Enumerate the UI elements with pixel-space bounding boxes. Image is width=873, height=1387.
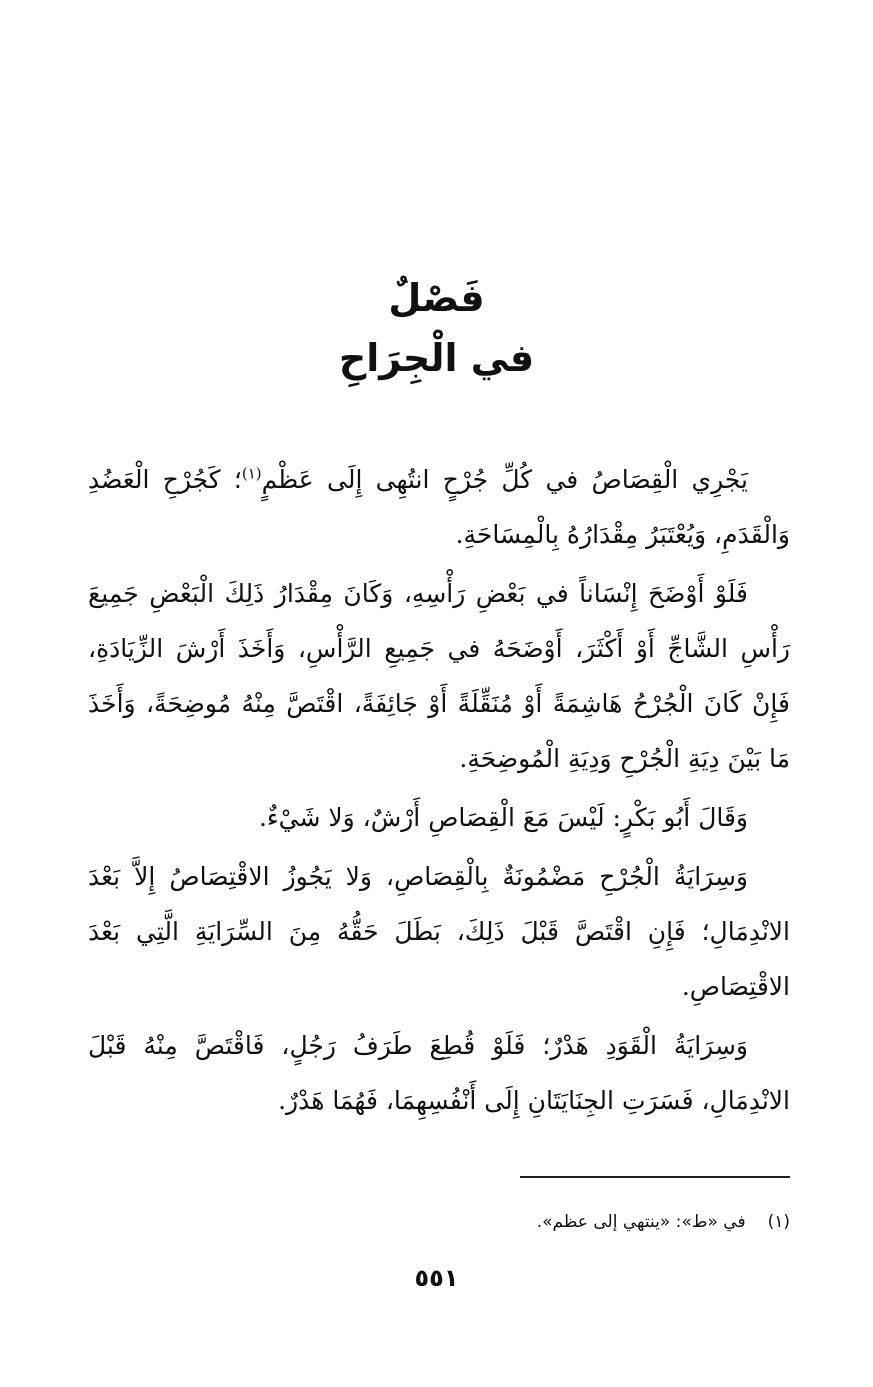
footnote-number: (١) xyxy=(767,1212,790,1232)
page-number: ٥٥١ xyxy=(414,1264,459,1292)
paragraph-5: وَسِرَايَةُ الْقَوَدِ هَدْرٌ؛ فَلَوْ قُطِعَ طَرَفُ رَجُلٍ، فَاقْتَصَّ مِنْهُ قَبْلَ الانْدِمَالِ، فَسَرَتِ الجِنَايَتَانِ إِلَى أَنْفُسِهِمَا، فَهُمَا هَدْرٌ. xyxy=(88,1031,790,1115)
footnote xyxy=(88,1208,790,1236)
body-text xyxy=(88,452,790,1132)
paragraph-2: فَلَوْ أَوْضَحَ إِنْسَاناً في بَعْضِ رَأْسِهِ، وَكَانَ مِقْدَارُ ذَلِكَ الْبَعْضِ جَمِيعَ رَأْسِ الشَّاجِّ أَوْ أَكْثَرَ، أَوْضَحَهُ في جَمِيعِ الرَّأْسِ، وَأَخَذَ أَرْشَ الزِّيَادَةِ، فَإِنْ كَانَ الْجُرْحُ هَاشِمَةً أَوْ مُنَقِّلَةً أَوْ جَائِفَةً، اقْتَصَّ مِنْهُ مُوضِحَةً، وَأَخَذَ مَا بَيْنَ دِيَةِ الْجُرْحِ وَدِيَةِ الْمُوضِحَةِ. xyxy=(88,579,790,773)
footnote-text: في «ط»: «ينتهي إلى عظم». xyxy=(536,1212,746,1232)
paragraph-1-start: يَجْرِي الْقِصَاصُ في كُلِّ جُرْحٍ انتُهِى إِلَى عَظْمٍ xyxy=(261,465,748,494)
paragraph-1-end: ؛ كَجُرْحِ الْعَضُدِ وَالْقَدَمِ، وَيُعْتَبَرُ مِقْدَارُهُ بِالْمِسَاحَةِ. xyxy=(88,465,790,549)
paragraph-1 xyxy=(88,452,790,562)
section-title: فَصْلٌ xyxy=(388,276,485,320)
paragraph-4: وَسِرَايَةُ الْجُرْحِ مَضْمُونَةٌ بِالْقِصَاصِ، وَلا يَجُوزُ الاقْتِصَاصُ إِلاَّ بَعْدَ الانْدِمَالِ؛ فَإِنِ اقْتَصَّ قَبْلَ ذَلِكَ، بَطَلَ حَقُّهُ مِنَ السِّرَايَةِ الَّتِي بَعْدَ الاقْتِصَاصِ. xyxy=(88,862,790,1001)
paragraph-3: وَقَالَ أَبُو بَكْرٍ: لَيْسَ مَعَ الْقِصَاصِ أَرْشٌ، وَلا شَيْءٌ. xyxy=(258,803,748,832)
footnote-divider xyxy=(520,1176,790,1178)
section-subtitle: في الْجِرَاحِ xyxy=(338,336,535,380)
footnote-reference[interactable]: (١) xyxy=(241,464,262,483)
